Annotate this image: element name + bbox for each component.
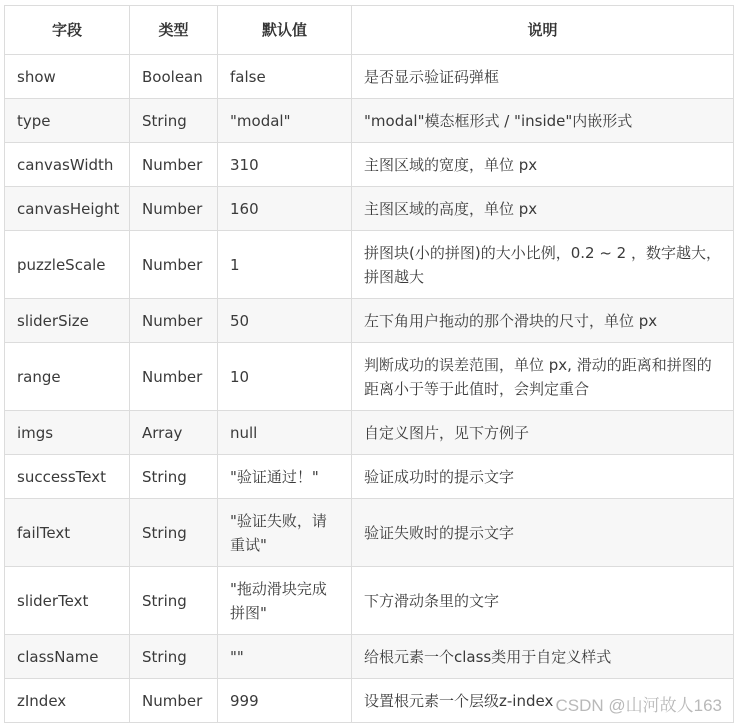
cell-default: 310: [218, 143, 352, 187]
header-field: 字段: [5, 6, 130, 55]
cell-field: show: [5, 55, 130, 99]
cell-type: Number: [130, 299, 218, 343]
cell-default: 10: [218, 343, 352, 411]
cell-default: false: [218, 55, 352, 99]
cell-description: 下方滑动条里的文字: [352, 567, 734, 635]
cell-field: sliderSize: [5, 299, 130, 343]
cell-description: 判断成功的误差范围，单位 px, 滑动的距离和拼图的距离小于等于此值时，会判定重合: [352, 343, 734, 411]
cell-default: 160: [218, 187, 352, 231]
cell-description: 主图区域的宽度，单位 px: [352, 143, 734, 187]
table-row: [5, 411, 734, 455]
table-row: [5, 343, 734, 411]
cell-field: range: [5, 343, 130, 411]
cell-default: "": [218, 635, 352, 679]
cell-type: String: [130, 455, 218, 499]
table-row: [5, 499, 734, 567]
cell-description: 主图区域的高度，单位 px: [352, 187, 734, 231]
props-table: [4, 5, 734, 723]
cell-type: Number: [130, 343, 218, 411]
cell-type: String: [130, 635, 218, 679]
table-row: [5, 231, 734, 299]
cell-type: Boolean: [130, 55, 218, 99]
cell-description: 设置根元素一个层级z-index: [352, 679, 734, 723]
cell-default: "modal": [218, 99, 352, 143]
cell-description: 验证成功时的提示文字: [352, 455, 734, 499]
cell-field: puzzleScale: [5, 231, 130, 299]
table-row: [5, 55, 734, 99]
cell-type: Number: [130, 679, 218, 723]
cell-field: zIndex: [5, 679, 130, 723]
cell-type: Number: [130, 231, 218, 299]
header-description: 说明: [352, 6, 734, 55]
cell-type: String: [130, 99, 218, 143]
cell-default: 999: [218, 679, 352, 723]
cell-default: "验证失败，请重试": [218, 499, 352, 567]
cell-field: imgs: [5, 411, 130, 455]
cell-field: className: [5, 635, 130, 679]
cell-type: Number: [130, 143, 218, 187]
cell-description: 拼图块(小的拼图)的大小比例，0.2 ~ 2 ，数字越大，拼图越大: [352, 231, 734, 299]
table-row: [5, 455, 734, 499]
cell-type: String: [130, 499, 218, 567]
cell-default: "验证通过！": [218, 455, 352, 499]
cell-description: 给根元素一个class类用于自定义样式: [352, 635, 734, 679]
cell-default: 50: [218, 299, 352, 343]
cell-type: Number: [130, 187, 218, 231]
cell-field: type: [5, 99, 130, 143]
table-row: [5, 567, 734, 635]
table-row: [5, 635, 734, 679]
cell-description: 验证失败时的提示文字: [352, 499, 734, 567]
cell-type: Array: [130, 411, 218, 455]
cell-field: successText: [5, 455, 130, 499]
cell-field: canvasHeight: [5, 187, 130, 231]
header-type: 类型: [130, 6, 218, 55]
cell-field: failText: [5, 499, 130, 567]
cell-description: 自定义图片，见下方例子: [352, 411, 734, 455]
table-row: [5, 99, 734, 143]
table-header-row: [5, 6, 734, 55]
table-row: [5, 299, 734, 343]
cell-description: 是否显示验证码弹框: [352, 55, 734, 99]
cell-default: 1: [218, 231, 352, 299]
cell-field: sliderText: [5, 567, 130, 635]
cell-default: null: [218, 411, 352, 455]
cell-description: "modal"模态框形式 / "inside"内嵌形式: [352, 99, 734, 143]
table-row: [5, 187, 734, 231]
cell-type: String: [130, 567, 218, 635]
table-row: [5, 143, 734, 187]
header-default: 默认值: [218, 6, 352, 55]
watermark: CSDN @山河故人163: [555, 696, 722, 715]
cell-field: canvasWidth: [5, 143, 130, 187]
cell-description: 左下角用户拖动的那个滑块的尺寸，单位 px: [352, 299, 734, 343]
cell-default: "拖动滑块完成拼图": [218, 567, 352, 635]
